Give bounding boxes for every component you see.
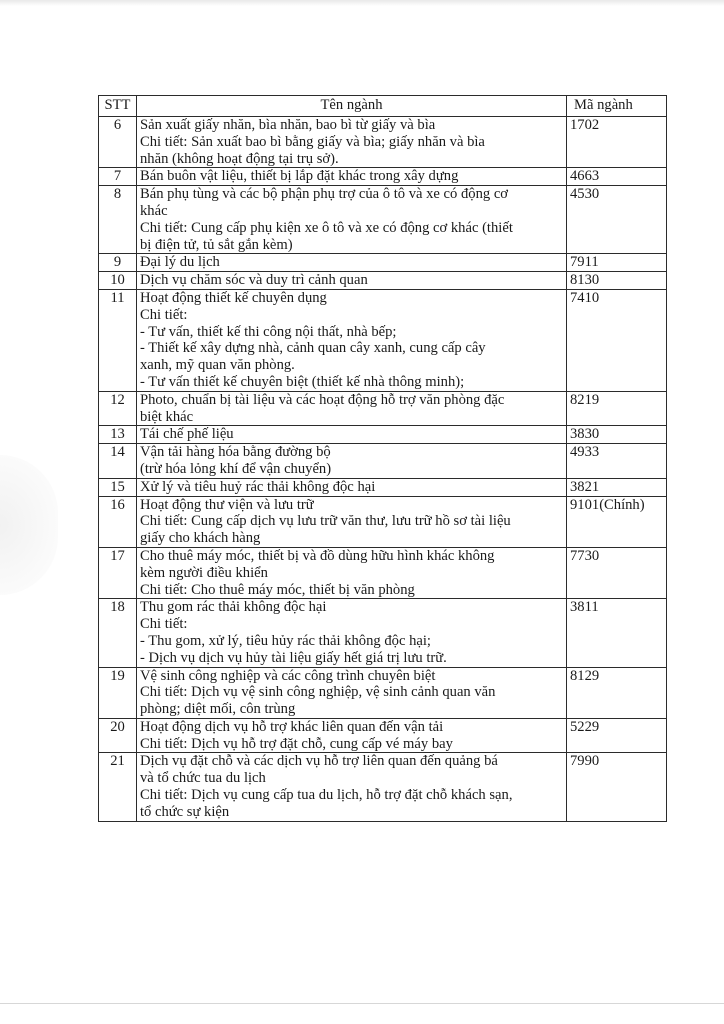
- name-line: Chi tiết: Cung cấp phụ kiện xe ô tô và xe có động cơ khác (thiết: [140, 219, 513, 236]
- name-line: Dịch vụ chăm sóc và duy trì cảnh quan: [140, 272, 368, 289]
- name-line: - Dịch vụ dịch vụ hủy tài liệu giấy hết giá trị lưu trữ.: [140, 649, 447, 666]
- name-line: bị điện tử, tủ sắt gắn kèm): [140, 236, 293, 253]
- row-code: 7990: [567, 753, 667, 821]
- row-code: 3811: [567, 599, 667, 667]
- header-code: Mã ngành: [567, 96, 667, 117]
- name-line: Chi tiết: Dịch vụ cung cấp tua du lịch, hỗ trợ đặt chỗ khách sạn,: [140, 787, 513, 804]
- row-code: 3830: [567, 426, 667, 444]
- table-row: [99, 186, 667, 254]
- row-stt: 17: [99, 547, 137, 598]
- row-stt: 12: [99, 391, 137, 426]
- name-line: Thu gom rác thải không độc hại: [140, 599, 327, 616]
- table-row: [99, 667, 667, 718]
- name-line: Hoạt động dịch vụ hỗ trợ khác liên quan đến vận tải: [140, 718, 444, 735]
- scan-edge-bottom: [0, 1003, 724, 1004]
- table-row: [99, 599, 667, 667]
- name-line: Photo, chuẩn bị tài liệu và các hoạt động hỗ trợ văn phòng đặc: [140, 391, 505, 408]
- row-code: 7730: [567, 547, 667, 598]
- name-line: nhăn (không hoạt động tại trụ sở).: [140, 150, 339, 167]
- row-name: [137, 272, 567, 290]
- row-code: 8129: [567, 667, 667, 718]
- row-stt: 9: [99, 254, 137, 272]
- row-stt: 19: [99, 667, 137, 718]
- row-stt: 15: [99, 478, 137, 496]
- row-stt: 21: [99, 753, 137, 821]
- row-stt: 18: [99, 599, 137, 667]
- name-line: và tổ chức tua du lịch: [140, 770, 266, 787]
- name-line: - Tư vấn, thiết kế thi công nội thất, nhà bếp;: [140, 323, 397, 340]
- table-row: [99, 426, 667, 444]
- name-line: Đại lý du lịch: [140, 254, 220, 271]
- name-line: (trừ hóa lỏng khí để vận chuyển): [140, 460, 332, 477]
- row-stt: 7: [99, 168, 137, 186]
- table-row: [99, 718, 667, 753]
- name-line: kèm người điều khiển: [140, 564, 268, 581]
- name-line: Tái chế phế liệu: [140, 426, 234, 443]
- name-line: biệt khác: [140, 408, 194, 425]
- name-line: Chi tiết: Dịch vụ vệ sinh công nghiệp, vệ sinh cảnh quan văn: [140, 684, 496, 701]
- name-line: Chi tiết: Sản xuất bao bì bằng giấy và bìa; giấy nhăn và bìa: [140, 133, 485, 150]
- row-code: 1702: [567, 117, 667, 168]
- name-line: Vệ sinh công nghiệp và các công trình chuyên biệt: [140, 667, 436, 684]
- name-line: Chi tiết: Cho thuê máy móc, thiết bị văn phòng: [140, 581, 415, 598]
- name-line: Xử lý và tiêu huỷ rác thải không độc hại: [140, 478, 376, 495]
- table-row: [99, 391, 667, 426]
- row-code: 7911: [567, 254, 667, 272]
- table-row: [99, 547, 667, 598]
- row-code: 4530: [567, 186, 667, 254]
- row-stt: 16: [99, 496, 137, 547]
- table-row: [99, 254, 667, 272]
- name-line: - Thu gom, xử lý, tiêu hủy rác thải không độc hại;: [140, 632, 431, 649]
- name-line: tổ chức sự kiện: [140, 803, 230, 820]
- row-name: [137, 547, 567, 598]
- row-name: [137, 478, 567, 496]
- row-code: 4933: [567, 444, 667, 479]
- table-header-row: [99, 96, 667, 117]
- table-row: [99, 117, 667, 168]
- table-row: [99, 478, 667, 496]
- row-code: 9101(Chính): [567, 496, 667, 547]
- name-line: - Tư vấn thiết kế chuyên biệt (thiết kế nhà thông minh);: [140, 373, 465, 390]
- table-row: [99, 168, 667, 186]
- name-line: Chi tiết:: [140, 306, 188, 323]
- name-line: Chi tiết:: [140, 616, 188, 633]
- row-name: [137, 289, 567, 391]
- row-name: [137, 718, 567, 753]
- row-code: 7410: [567, 289, 667, 391]
- row-name: [137, 117, 567, 168]
- row-name: [137, 391, 567, 426]
- row-stt: 11: [99, 289, 137, 391]
- table-row: [99, 753, 667, 821]
- row-code: 3821: [567, 478, 667, 496]
- table-row: [99, 289, 667, 391]
- row-code: 8219: [567, 391, 667, 426]
- name-line: Chi tiết: Cung cấp dịch vụ lưu trữ văn thư, lưu trữ hồ sơ tài liệu: [140, 513, 511, 530]
- row-name: [137, 753, 567, 821]
- name-line: - Thiết kế xây dựng nhà, cảnh quan cây xanh, cung cấp cây: [140, 340, 486, 357]
- name-line: Sản xuất giấy nhăn, bìa nhăn, bao bì từ giấy và bìa: [140, 117, 436, 133]
- name-line: phòng; diệt mối, côn trùng: [140, 701, 296, 718]
- name-line: xanh, mỹ quan văn phòng.: [140, 357, 295, 374]
- row-name: [137, 186, 567, 254]
- row-stt: 8: [99, 186, 137, 254]
- row-name: [137, 599, 567, 667]
- name-line: Bán buôn vật liệu, thiết bị lắp đặt khác trong xây dựng: [140, 168, 459, 185]
- table-row: [99, 444, 667, 479]
- row-name: [137, 168, 567, 186]
- scan-smudge: [0, 455, 58, 595]
- row-name: [137, 254, 567, 272]
- table-row: [99, 496, 667, 547]
- row-stt: 13: [99, 426, 137, 444]
- table-row: [99, 272, 667, 290]
- header-stt: STT: [99, 96, 137, 117]
- row-stt: 14: [99, 444, 137, 479]
- name-line: Bán phụ tùng và các bộ phận phụ trợ của ô tô và xe có động cơ: [140, 186, 509, 203]
- row-stt: 20: [99, 718, 137, 753]
- row-stt: 10: [99, 272, 137, 290]
- name-line: Chi tiết: Dịch vụ hỗ trợ đặt chỗ, cung cấp vé máy bay: [140, 735, 453, 752]
- business-lines-table: [98, 95, 667, 822]
- name-line: Hoạt động thiết kế chuyên dụng: [140, 289, 327, 306]
- row-code: 5229: [567, 718, 667, 753]
- row-code: 4663: [567, 168, 667, 186]
- row-stt: 6: [99, 117, 137, 168]
- row-name: [137, 426, 567, 444]
- name-line: Vận tải hàng hóa bằng đường bộ: [140, 444, 331, 461]
- name-line: Hoạt động thư viện và lưu trữ: [140, 496, 314, 513]
- row-name: [137, 667, 567, 718]
- row-name: [137, 444, 567, 479]
- row-code: 8130: [567, 272, 667, 290]
- row-name: [137, 496, 567, 547]
- name-line: Cho thuê máy móc, thiết bị và đồ dùng hữu hình khác không: [140, 547, 495, 564]
- header-name: Tên ngành: [137, 96, 567, 117]
- name-line: Dịch vụ đặt chỗ và các dịch vụ hỗ trợ liên quan đến quảng bá: [140, 753, 498, 770]
- name-line: khác: [140, 202, 168, 219]
- name-line: giấy cho khách hàng: [140, 530, 261, 547]
- scan-edge-top: [0, 0, 724, 6]
